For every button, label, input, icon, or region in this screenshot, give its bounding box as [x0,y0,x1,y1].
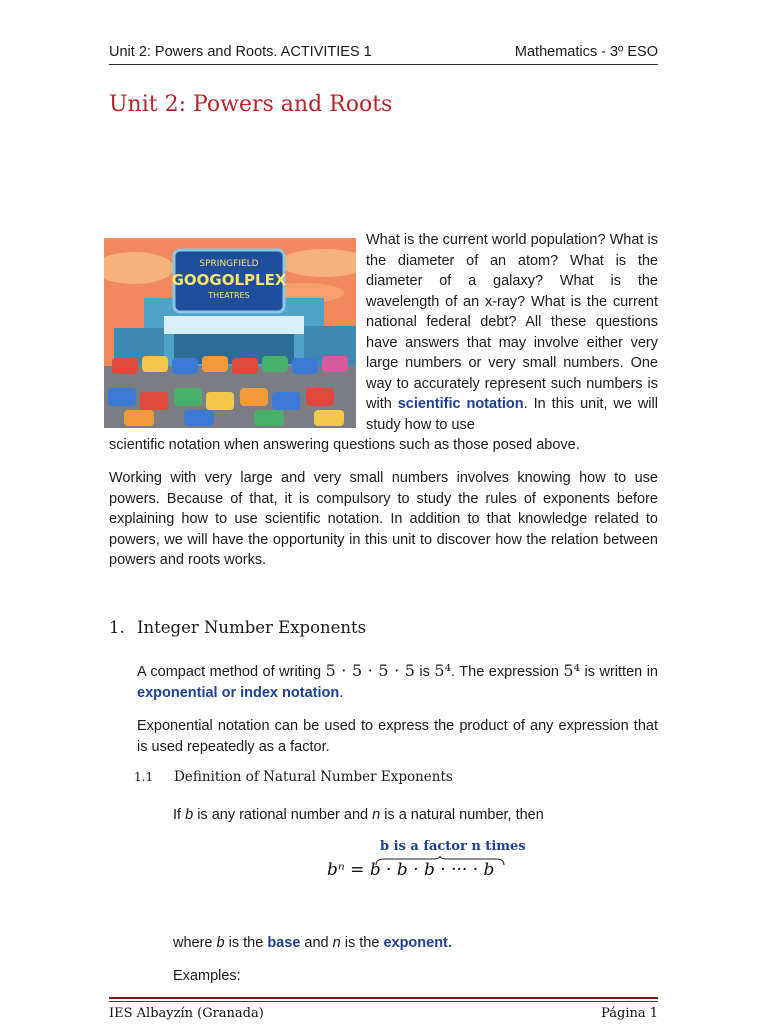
footer-divider-thin [109,1001,658,1002]
sign-line1: SPRINGFIELD [199,259,259,269]
var-b: b [185,807,194,823]
subsection-heading [134,769,453,785]
math-product: 5 · 5 · 5 · 5 [325,661,415,680]
text: is a natural number, then [380,807,544,823]
brace-label: b is a factor n times [380,839,526,854]
intro-paragraph [366,230,658,435]
section-paragraph-1 [137,661,658,703]
var-n: n [372,807,381,823]
intro-text: What is the current world population? What is the diameter of an atom? What is the diameter of a galaxy? What is the wavelength of an x-ray? What is the current national federal debt? All these questions have answers that may involve either very large numbers or very small numbers. One way to accurately represent such numbers is with [366,232,658,412]
text: is the [224,935,268,951]
examples-label: Examples: [173,968,241,984]
exponent-term: exponent. [383,935,452,951]
text: is any rational number and [193,807,373,823]
footer-left: IES Albayzín (Granada) [109,1006,264,1021]
scientific-notation-term: scientific notation [397,396,524,412]
text: is written in [580,664,658,680]
header-right: Mathematics - 3º ESO [514,44,658,60]
sign-line3: THEATRES [208,291,250,300]
text: where [173,935,217,951]
math-power-2: 5⁴ [563,661,580,680]
page-header [109,44,658,64]
subsection-number: 1.1 [134,770,154,784]
theatre-illustration [104,238,356,428]
text: A compact method of writing [137,664,326,680]
exponential-notation-term: exponential or index notation [137,684,340,701]
where-paragraph [173,933,658,954]
formula-rhs: b · b · b · ··· · b [369,860,495,880]
text: and [300,935,333,951]
intro-text-after: . In this unit, we will study how to use [366,396,658,433]
definition-paragraph [173,805,658,826]
text: . [339,684,344,701]
paragraph-powers: Working with very large and very small numbers involves knowing how to use powers. Because of that, it is compulsory to study the rules of exponents before explaining how to use scientific notation. In addition to that knowledge related to powers, we will have the opportunity in this unit to discover how the relation between powers and roots works. [109,470,658,568]
math-power: 5⁴ [434,661,451,680]
header-divider [109,64,658,65]
section-paragraph-2: Exponential notation can be used to express the product of any expression that is used repeatedly as a factor. [137,718,658,755]
formula-lhs: bⁿ = [327,860,370,880]
text: . The expression [451,664,564,680]
header-left: Unit 2: Powers and Roots. ACTIVITIES 1 [109,44,372,60]
definition-formula [327,860,494,880]
section-heading [109,618,366,637]
footer-divider [109,997,658,999]
base-term: base [267,935,301,951]
intro-continuation: scientific notation when answering questions such as those posed above. [109,437,580,453]
text: If [173,807,186,823]
var-b: b [216,935,225,951]
sign-line2: GOOGOLPLEX [171,271,287,289]
section-title: Integer Number Exponents [137,618,367,637]
subsection-title: Definition of Natural Number Exponents [174,769,453,785]
text: is [414,664,435,680]
page-title: Unit 2: Powers and Roots [109,92,393,117]
text: is the [340,935,384,951]
page-number: Página 1 [601,1006,658,1021]
var-n: n [332,935,341,951]
section-number: 1. [109,618,125,637]
